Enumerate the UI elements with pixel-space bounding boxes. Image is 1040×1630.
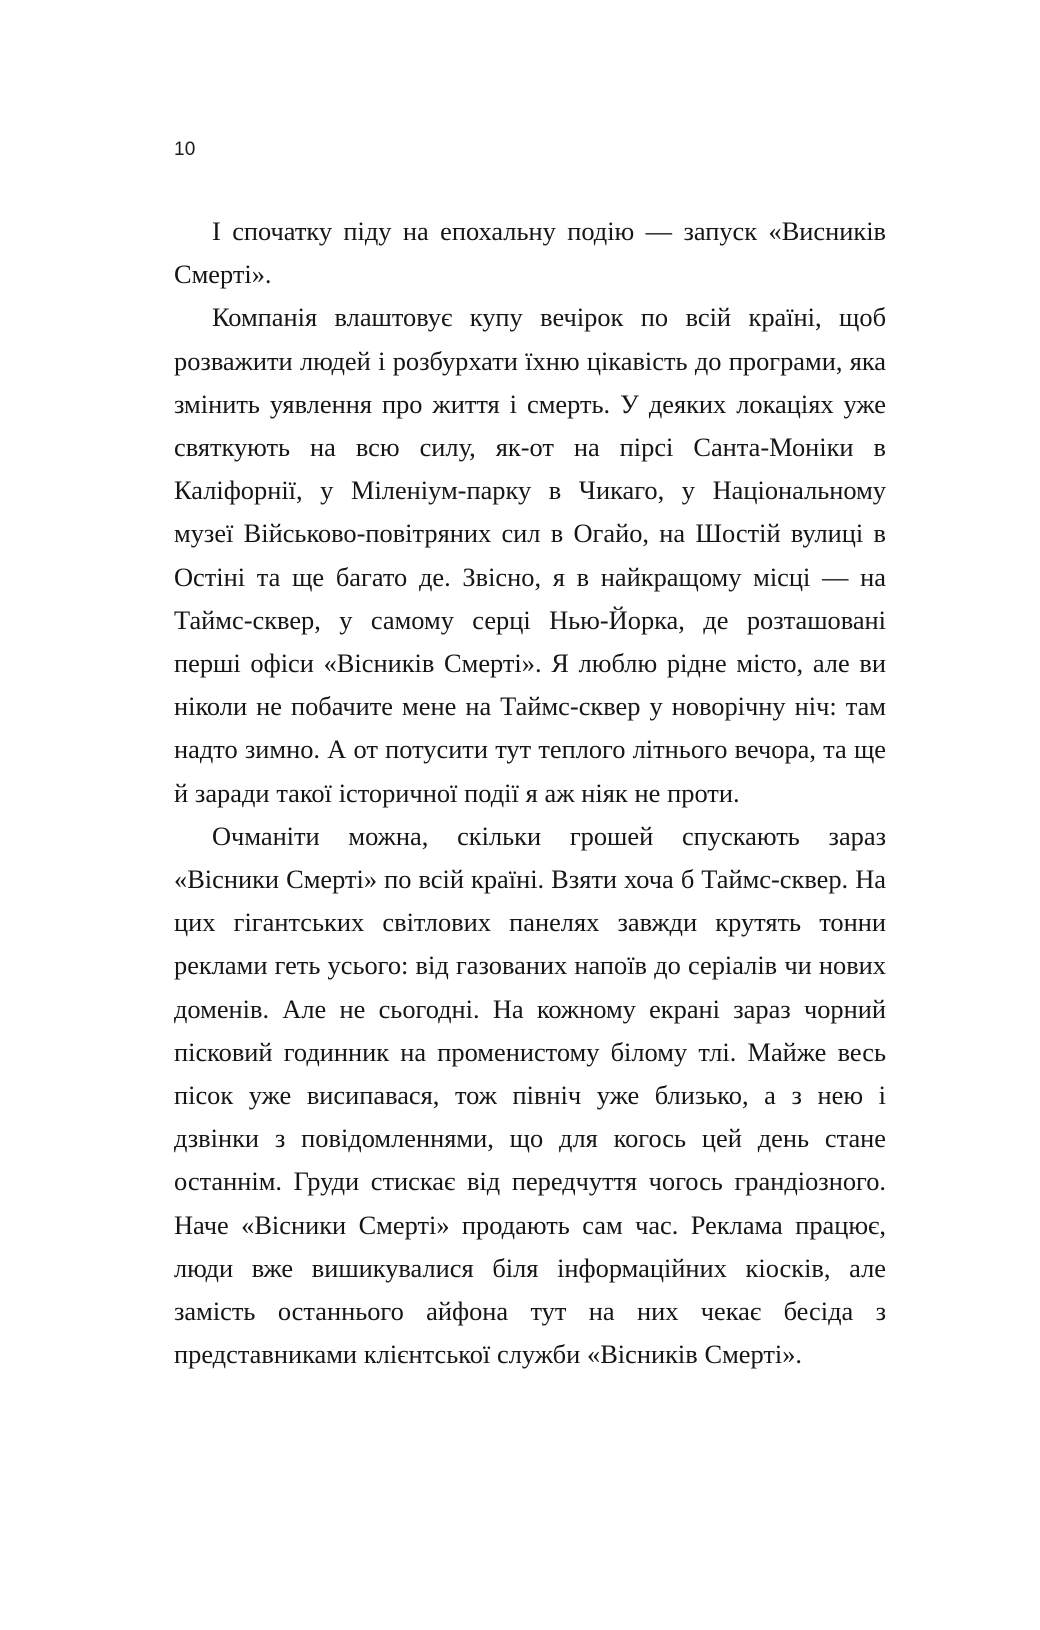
- paragraph: Компанія влаштовує купу вечірок по всій країні, щоб розважити людей і розбурхати їхню цікавість до програми, яка змінить уявлення про життя і смерть. У деяких локаціях уже святкують на всю силу, як-от на пірсі Санта-Моніки в Каліфорнії, у Міленіум-парку в Чикаго, у Національному музеї Військово-повітряних сил в Огайо, на Шостій вулиці в Остіні та ще багато де. Звісно, я в найкращому місці — на Таймс-сквер, у самому серці Нью-Йорка, де розташовані перші офіси «Вісників Смерті». Я люблю рідне місто, але ви ніколи не побачите мене на Таймс-сквер у новорічну ніч: там надто зимно. А от потусити тут теплого літнього вечора, та ще й заради такої історичної події я аж ніяк не проти.: [174, 302, 886, 808]
- paragraph: І спочатку піду на епохальну подію — запуск «Висників Смерті».: [174, 216, 886, 290]
- page-number: 10: [174, 139, 196, 160]
- body-text: [174, 210, 886, 1376]
- paragraph: Очманіти можна, скільки грошей спускають зараз «Вісники Смерті» по всій країні. Взяти хоча б Таймс-сквер. На цих гігантських світлових панелях завжди крутять тонни реклами геть усього: від газованих напоїв до серіалів чи нових доменів. Але не сьогодні. На кожному екрані зараз чорний пісковий годинник на променистому білому тлі. Майже весь пісок уже висипавася, тож північ уже близько, а з нею і дзвінки з повідомленнями, що для когось цей день стане останнім. Груди стискає від передчуття чогось грандіозного. Наче «Вісники Смерті» продають сам час. Реклама працює, люди вже вишикувалися біля інформаційних кіосків, але замість останнього айфона тут на них чекає бесіда з представниками клієнтської служби «Вісників Смерті».: [174, 820, 886, 1370]
